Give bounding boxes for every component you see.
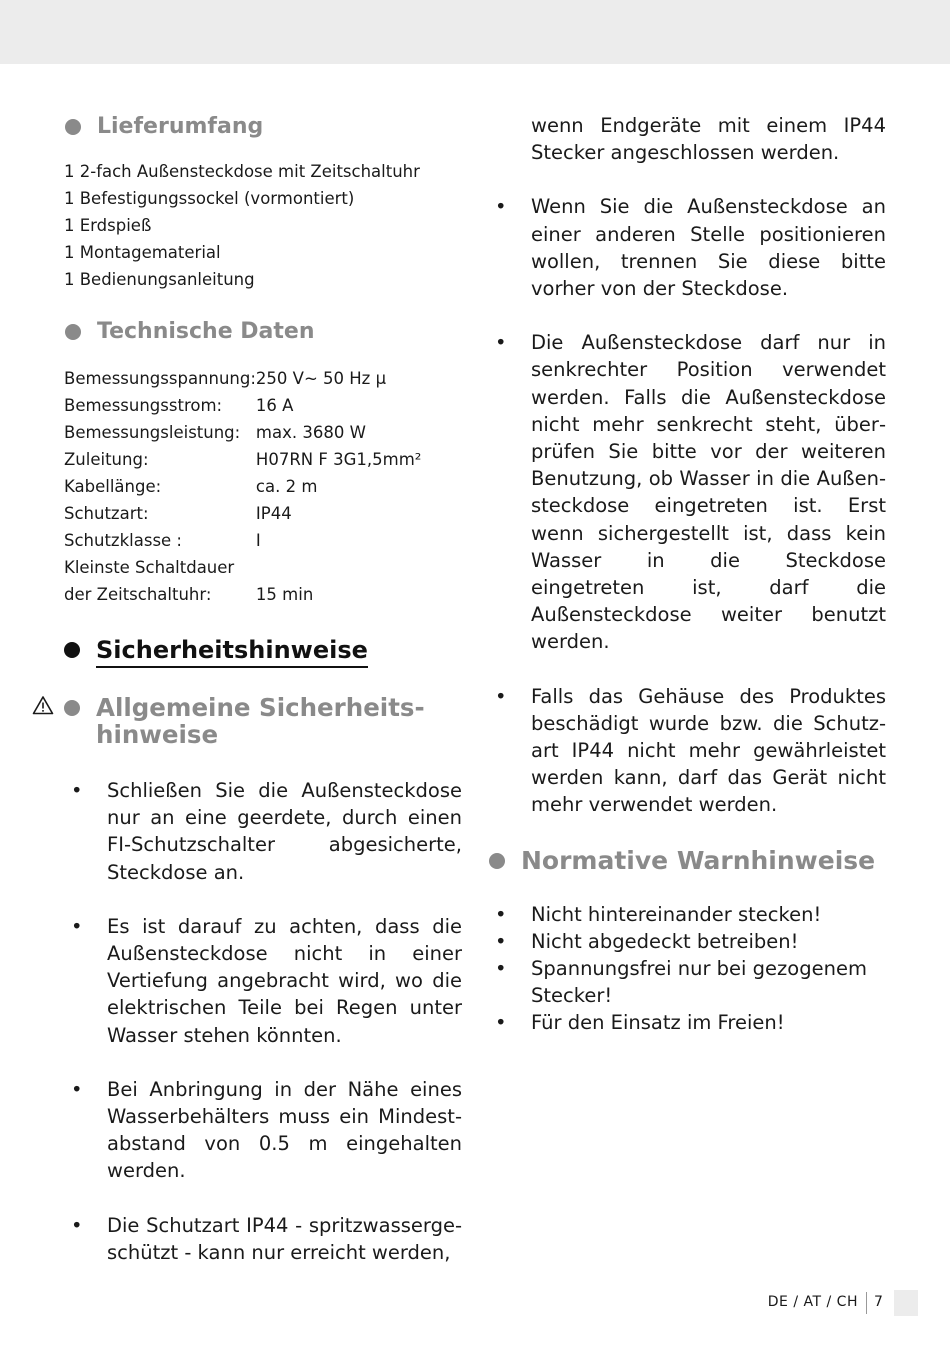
heading-normative-warnhinweise — [489, 846, 886, 876]
table-row — [64, 527, 421, 554]
spec-key: Kleinste Schaltdauer — [64, 558, 235, 577]
bullet-dot-icon — [64, 700, 80, 716]
footer-languages: DE / AT / CH — [767, 1294, 858, 1310]
heading-text: Sicherheitshinweise — [96, 634, 368, 668]
table-row — [64, 419, 421, 446]
spec-value: 250 V~ 50 Hz µ — [255, 369, 387, 388]
spec-value: max. 3680 W — [255, 423, 366, 442]
heading-lieferumfang — [65, 112, 462, 142]
allgemeine-bullet-list — [64, 777, 462, 1266]
heading-text: Lieferumfang — [97, 114, 264, 139]
list-item: • Wenn Sie die Außensteckdose an einer anderen Stelle positionieren wollen, trennen Sie diese bitte vorher von der Steckdose. — [488, 193, 886, 302]
table-row — [64, 500, 421, 527]
spec-table — [64, 365, 421, 608]
spec-value: H07RN F 3G1,5mm² — [255, 450, 422, 469]
list-item: 1 Erdspieß — [64, 216, 152, 235]
list-item: • Es ist darauf zu achten, dass die Außensteckdose nicht in einer Vertiefung angebracht wird, wo die elektrischen Teile bei Regen unter Wasser stehen könnten. — [64, 913, 462, 1049]
list-item: 1 Befestigungssockel (vormontiert) — [64, 189, 355, 208]
list-item: • Bei Anbringung in der Nähe eines Wasserbehälters muss ein Mindestabstand von 0.5 m eingehalten werden. — [64, 1076, 462, 1185]
table-row — [64, 554, 421, 581]
list-item: • Die Außensteckdose darf nur in senkrechter Position verwendet werden. Falls die Außensteckdose nicht mehr senkrecht steht, überprüfen Sie bitte vor der weiteren Benutzung, ob Wasser in die Außensteckdose eingetreten ist. Erst wenn sichergestellt ist, dass kein Wasser in die Steckdose eingetreten ist, darf die Außensteckdose weiter benutzt werden. — [488, 329, 886, 655]
spec-value: ca. 2 m — [255, 477, 318, 496]
bullet-dot-icon — [489, 853, 505, 869]
list-item: • Spannungsfrei nur bei gezogenem Stecker! — [488, 955, 886, 1009]
footer-tab — [894, 1290, 918, 1316]
heading-line: hinweise — [96, 720, 219, 749]
warning-triangle-icon — [32, 695, 54, 715]
spec-value: IP44 — [255, 504, 292, 523]
right-column — [490, 112, 886, 1037]
spec-key: Bemessungsspannung: — [64, 369, 256, 388]
footer-divider — [866, 1292, 867, 1314]
table-row — [64, 365, 421, 392]
heading-text: Technische Daten — [97, 319, 315, 344]
spec-key: Bemessungsstrom: — [64, 396, 223, 415]
heading-text: Normative Warnhinweise — [521, 845, 876, 875]
list-item: 1 2-fach Außensteckdose mit Zeitschaltuhr — [64, 162, 420, 181]
lieferumfang-list — [64, 158, 462, 293]
spec-key: Schutzklasse : — [64, 531, 182, 550]
spec-value — [256, 554, 421, 581]
spec-value: 16 A — [255, 396, 294, 415]
table-row — [64, 446, 421, 473]
page-number: 7 — [874, 1294, 883, 1310]
list-item: 1 Bedienungsanleitung — [64, 270, 255, 289]
list-item: • Nicht abgedeckt betreiben! — [488, 928, 886, 955]
table-row — [64, 581, 421, 608]
spec-key: Zuleitung: — [64, 450, 149, 469]
heading-text — [96, 694, 425, 748]
heading-allgemeine-sicherheitshinweise — [64, 694, 462, 748]
heading-sicherheitshinweise — [64, 634, 462, 668]
continued-paragraph: wenn Endgeräte mit einem IP44 Stecker angeschlossen werden. — [531, 114, 886, 165]
heading-technische-daten — [65, 317, 462, 347]
spec-value: I — [255, 531, 261, 550]
spec-key: der Zeitschaltuhr: — [64, 585, 212, 604]
spec-value: 15 min — [255, 585, 314, 604]
list-item: • Schließen Sie die Außensteckdose nur an eine geerdete, durch einen FI-Schutzschalter abgesicherte, Steckdose an. — [64, 777, 462, 886]
table-row — [64, 473, 421, 500]
list-item: • Für den Einsatz im Freien! — [488, 1009, 886, 1036]
spec-key: Bemessungsleistung: — [64, 423, 241, 442]
table-row — [64, 392, 421, 419]
heading-line: Allgemeine Sicherheits- — [96, 693, 425, 722]
spec-key: Schutzart: — [64, 504, 149, 523]
list-item: • Die Schutzart IP44 - spritzwassergeschützt - kann nur erreicht werden, — [64, 1212, 462, 1266]
bullet-dot-icon — [65, 119, 81, 135]
spec-key: Kabellänge: — [64, 477, 162, 496]
normative-bullet-list — [488, 901, 886, 1037]
list-item: • Falls das Gehäuse des Produktes beschädigt wurde bzw. die Schutzart IP44 nicht mehr gewährleistet werden kann, darf das Gerät nicht mehr verwendet werden. — [488, 683, 886, 819]
list-item: 1 Montagematerial — [64, 243, 221, 262]
bullet-dot-icon — [65, 324, 81, 340]
list-item: • Nicht hintereinander stecken! — [488, 901, 886, 928]
right-bullet-list — [488, 193, 886, 818]
left-column — [64, 112, 462, 1266]
bullet-dot-icon — [64, 642, 80, 658]
header-bar — [0, 0, 950, 64]
